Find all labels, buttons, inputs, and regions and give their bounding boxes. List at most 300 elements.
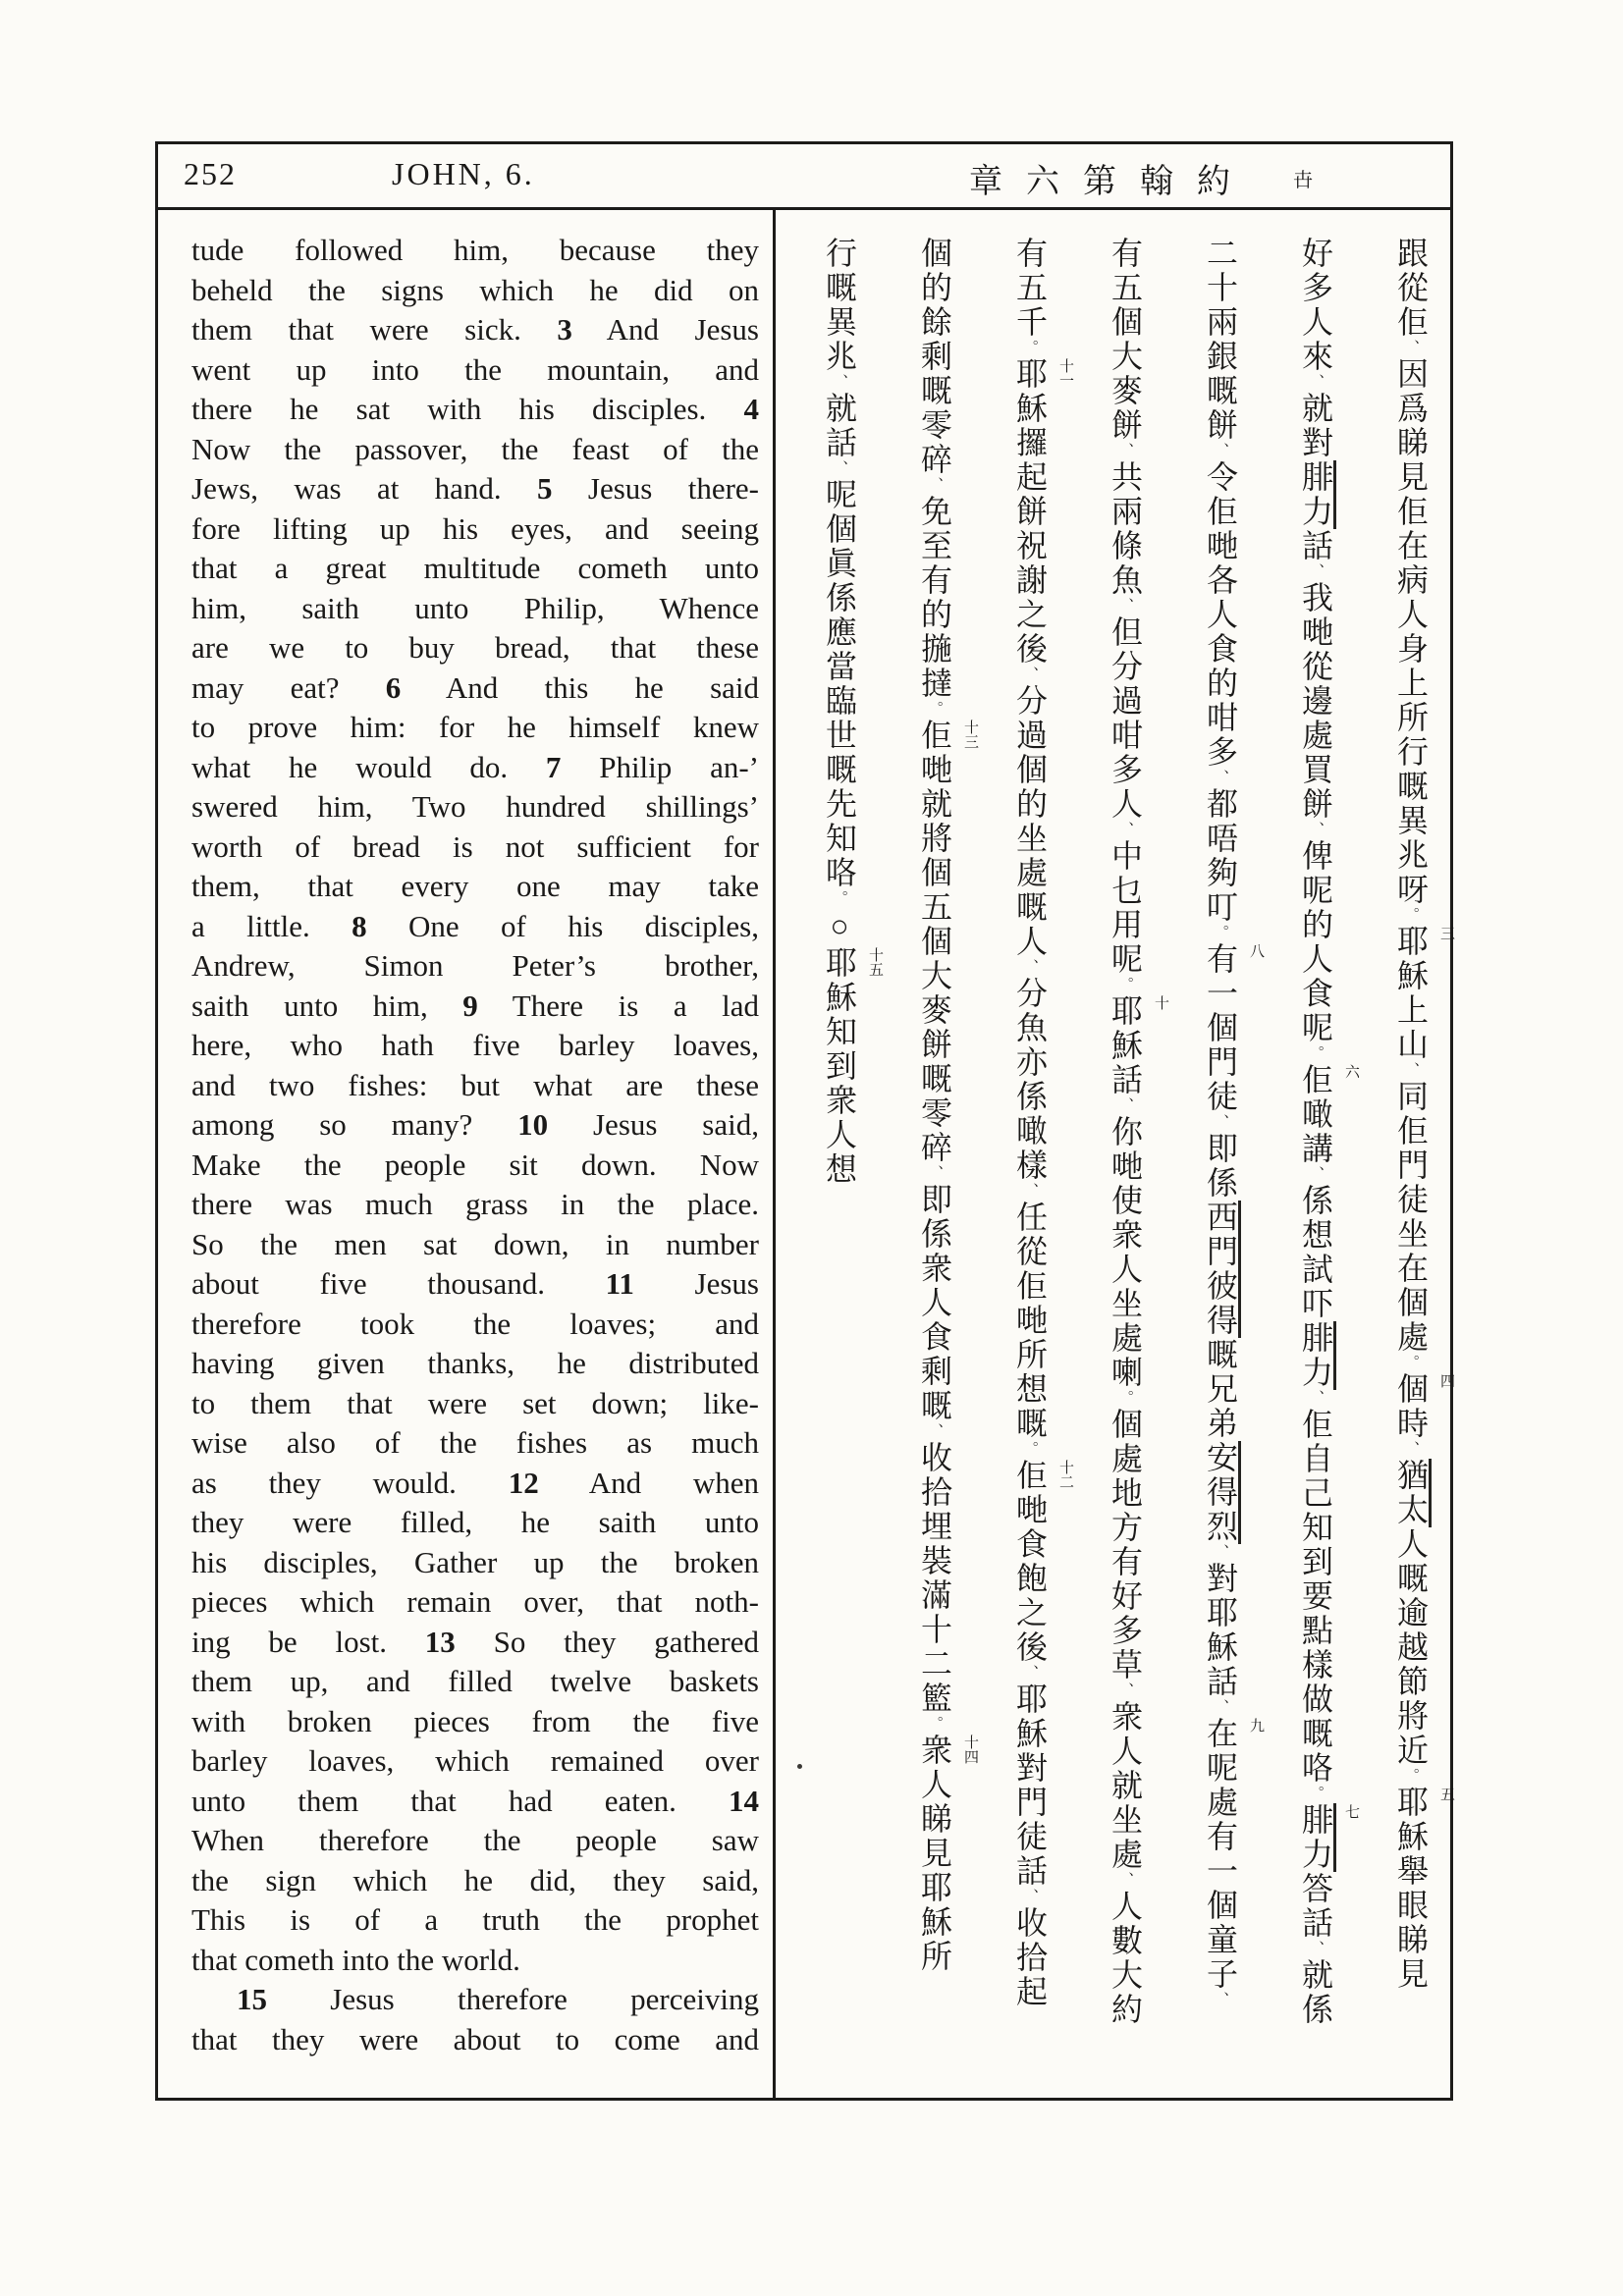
cjk-character: 兆 [822,340,857,374]
punctuation: 、 [1308,1166,1324,1184]
english-line: his disciples, Gather up the broken [191,1544,759,1579]
cjk-character: 人 [1108,1253,1143,1287]
cjk-character: 力 [1298,495,1336,529]
english-line: about five thousand. 11 Jesus [191,1266,759,1301]
cjk-character: 佢 [1393,1114,1429,1148]
cjk-character: 草 [1108,1648,1143,1682]
cjk-character: 碎 [917,443,952,477]
cjk-character: 嘅 [1203,1338,1238,1372]
cjk-character: 係 [917,1217,952,1252]
cjk-character: 要 [1298,1579,1333,1614]
english-line: here, who hath five barley loaves, [191,1028,759,1062]
verse-number: 9 [462,988,478,1023]
cjk-character: 嘅 [1012,1407,1048,1441]
verse-number: 11 [605,1266,634,1301]
punctuation: 、 [1213,1114,1228,1132]
verse-number: 5 [537,471,553,506]
volume-mark: 卋 [1293,170,1313,191]
cjk-character: 的 [917,598,952,632]
cjk-character: 節 [1393,1665,1429,1699]
punctuation: 、 [1117,598,1133,615]
cjk-character: 先 [822,787,857,822]
cjk-character: 因 [1393,357,1429,392]
cjk-character: 係 [822,581,857,615]
cjk-character: 門 [1203,1045,1238,1080]
cjk-character: 來 [1298,340,1333,374]
punctuation: 、 [1213,770,1228,787]
english-line: So the men sat down, in number [191,1226,759,1261]
cjk-character: 當 [822,650,857,684]
cjk-character: 人 [1393,1527,1429,1562]
cjk-character: 二 [1203,237,1238,271]
english-line: saith unto him, 9 There is a lad [191,988,759,1023]
cjk-character: 好 [1108,1579,1143,1614]
cjk-character: 睇 [1393,426,1429,460]
chinese-column-3 [1157,237,1264,2098]
cjk-character: 咯 [822,856,857,890]
cjk-character: 剩 [917,340,952,374]
cjk-character: 呢 [1203,1751,1238,1786]
cjk-character: 山 [1393,1028,1429,1062]
cjk-character: 腓 [1298,460,1336,495]
cjk-character: 個 [1393,1286,1429,1320]
punctuation: 。 [1403,1768,1419,1786]
verse-number-marker: 七 [1343,1804,1359,1819]
cjk-character: 異 [1393,804,1429,838]
cjk-character: 嘅 [1393,770,1429,804]
english-line: to prove him: for he himself knew [191,710,759,744]
cjk-character: 呢 [1108,942,1143,977]
cjk-character: 就 [1298,1958,1333,1993]
english-line: therefore took the loaves; and [191,1306,759,1341]
cjk-character: 人 [1203,598,1238,632]
cjk-character: 做 [1298,1682,1333,1717]
cjk-character: 食 [1298,977,1333,1011]
punctuation: 。 [927,701,943,719]
english-line: swered him, Two hundred shillings’ [191,789,759,824]
cjk-character: 兩 [1203,305,1238,340]
cjk-character: 多 [1298,271,1333,305]
cjk-character: 收 [917,1441,952,1475]
cjk-character: 見 [917,1837,952,1871]
cjk-character: 碎 [917,1131,952,1165]
cjk-character: 得 [1203,1475,1241,1510]
cjk-character: 拾 [1012,1941,1048,1975]
cjk-character: 任 [1012,1201,1048,1235]
english-line: fore lifting up his eyes, and seeing [191,510,759,546]
page-header [158,144,1450,210]
cjk-character: 子 [1203,1957,1238,1992]
english-text-pane [158,207,776,2098]
cjk-character: 一 [1203,1854,1238,1889]
cjk-character: 嘅 [822,271,857,305]
punctuation: 、 [1213,1699,1228,1717]
cjk-character: 衆 [1108,1700,1143,1735]
cjk-character: 樣 [1012,1148,1048,1183]
cjk-character: 即 [917,1183,952,1217]
cjk-character: 食 [1203,632,1238,667]
english-line: Now the passover, the feast of the [191,431,759,466]
verse-number-marker: 四 [1438,1373,1454,1388]
verse-number: 12 [508,1465,539,1500]
cjk-character: 耶 [1012,1682,1048,1717]
cjk-character: 世 [822,719,857,753]
english-line: beheld the signs which he did on [191,272,759,307]
cjk-character: 人 [1108,1735,1143,1769]
page-number: 252 [184,156,237,191]
punctuation: 、 [1213,443,1228,460]
cjk-character: 太 [1393,1493,1432,1527]
cjk-character: 滿 [917,1578,952,1613]
cjk-character: 耶 十 [1108,994,1168,1029]
cjk-character: 嘅 [917,1062,952,1096]
cjk-character: 點 [1298,1614,1333,1648]
cjk-character: 中 [1108,839,1143,874]
cjk-character: 食 [1012,1527,1048,1562]
punctuation: 、 [1308,1390,1324,1408]
cjk-character: 分 [1012,684,1048,719]
cjk-character: 話 [1203,1665,1238,1699]
cjk-character: 亦 [1012,1045,1048,1080]
cjk-character: 對 [1298,426,1333,460]
english-line: This is of a truth the prophet [191,1902,759,1937]
cjk-character: 係 [1298,1184,1333,1218]
cjk-character: 上 [1393,993,1429,1028]
english-line: tude followed him, because they [191,233,759,267]
punctuation: 、 [1308,822,1324,839]
punctuation: 、 [832,460,847,478]
cjk-character: 徒 [1012,1820,1048,1854]
english-line: them that were sick. 3 And Jesus [191,312,759,347]
cjk-character: 嘅 [1393,1562,1429,1596]
cjk-character: 童 [1203,1923,1238,1957]
cjk-character: 在 [1393,1252,1429,1286]
cjk-character: 異 [822,305,857,340]
cjk-character: 自 [1298,1442,1333,1476]
cjk-character: 穌 [1393,959,1429,993]
cjk-character: 哋 [1298,615,1333,650]
cjk-character: 將 [917,822,952,856]
cjk-character: 銀 [1203,340,1238,374]
cjk-character: 魚 [1012,1011,1048,1045]
chinese-column-4 [1061,237,1168,2098]
cjk-character: 腓 七 [1298,1803,1359,1838]
english-line: a little. 8 One of his disciples, [191,908,759,943]
english-line: to them that were set down; like- [191,1385,759,1420]
cjk-character: 至 [917,529,952,563]
cjk-character: 想 [1012,1372,1048,1407]
chinese-column-7 [776,237,883,2098]
cjk-character: 哋 [1012,1304,1048,1338]
cjk-character: 哋 [917,753,952,787]
cjk-character: 但 [1108,615,1143,650]
cjk-character: 餅 [917,1028,952,1062]
chinese-column-5 [966,237,1073,2098]
cjk-character: 彼 [1203,1269,1241,1304]
cjk-character: 就 [917,787,952,822]
cjk-character: 籃 [917,1682,952,1716]
cjk-character: 坐 [1108,1287,1143,1321]
cjk-character: 佢 十二 [1012,1459,1073,1493]
cjk-character: 上 [1393,667,1429,701]
cjk-character: 力 [1298,1356,1336,1390]
cjk-character: 的 [1298,908,1333,942]
cjk-character: 祝 [1012,529,1048,563]
cjk-character: 佢 十三 [917,719,978,753]
cjk-character: 約 [1108,1993,1143,2027]
cjk-character: 西 [1203,1201,1241,1235]
cjk-character: 五 [1012,271,1048,305]
cjk-character: 共 [1108,460,1143,495]
cjk-character: 揓 [917,632,952,667]
cjk-character: 越 [1393,1630,1429,1665]
cjk-character: 眞 [822,547,857,581]
verse-number-marker: 十 [1153,995,1168,1010]
cjk-character: 穌 [822,981,857,1015]
punctuation: 。 [1403,1355,1419,1372]
cjk-character: 方 [1108,1511,1143,1545]
cjk-character: 零 [917,408,952,443]
cjk-character: 邊 [1298,684,1333,719]
cjk-character: 睇 [1393,1923,1429,1957]
cjk-character: 爲 [1393,392,1429,426]
english-line: 15 Jesus therefore perceiving [237,1982,759,2016]
english-line: pieces which remain over, that noth- [191,1584,759,1619]
cjk-character: 人 [1298,305,1333,340]
cjk-character: 各 [1203,563,1238,598]
english-line: went up into the mountain, and [191,351,759,387]
cjk-character: 餅 [1298,787,1333,822]
cjk-character: 我 [1298,581,1333,615]
cjk-character: 處 [1108,1442,1143,1476]
cjk-character: 處 [1012,856,1048,890]
english-line: Jews, was at hand. 5 Jesus there- [191,471,759,506]
cjk-character: 穌 [1012,392,1048,426]
cjk-character: 試 [1298,1253,1333,1287]
verse-number-marker: 三 [1438,926,1454,940]
english-line: and two fishes: but what are these [191,1067,759,1102]
cjk-character: 嘅 [917,1389,952,1423]
punctuation: 。 [1117,977,1133,994]
punctuation: 、 [1022,667,1038,684]
cjk-character: 知 [1298,1511,1333,1545]
cjk-character: 話 [1298,529,1333,563]
cjk-character: 之 [1012,598,1048,632]
cjk-character: 個 [1012,753,1048,787]
cjk-character: 得 [1203,1304,1241,1338]
english-line: them, that every one may take [191,869,759,903]
punctuation: 。 [1308,1786,1324,1803]
punctuation: 、 [1213,1544,1228,1562]
cjk-character: 耶 [917,1871,952,1905]
cjk-character: 個 [1203,1889,1238,1923]
cjk-character: 答 [1298,1872,1333,1906]
english-line: wise also of the fishes as much [191,1425,759,1460]
verse-number-marker: 九 [1248,1718,1264,1733]
verse-number: 8 [352,908,367,943]
cjk-character: 人 [822,1118,857,1152]
punctuation: 、 [927,1423,943,1441]
cjk-character: 人 [917,1768,952,1802]
cjk-character: 攞 [1012,426,1048,460]
cjk-character: 呢 [1298,1011,1333,1045]
cjk-character: 坐 [1012,822,1048,856]
cjk-character: 麥 [1108,374,1143,408]
cjk-character: 個 四 [1393,1372,1454,1407]
punctuation: 。 [1403,907,1419,925]
cjk-character: 身 [1393,632,1429,667]
punctuation: 。 [1022,340,1038,357]
cjk-character: 吓 [1298,1287,1333,1321]
punctuation: 、 [1117,1872,1133,1890]
cjk-character: 到 [1298,1545,1333,1579]
verse-number-marker: 十一 [1057,358,1073,388]
punctuation: 、 [1117,822,1133,839]
cjk-character: 舉 [1393,1854,1429,1889]
verse-number: 4 [743,392,759,426]
cjk-character: 同 [1393,1080,1429,1114]
cjk-character: 徒 [1393,1183,1429,1217]
cjk-character: 行 [822,237,857,271]
cjk-character: 個 [822,512,857,547]
cjk-character: 魚 [1108,563,1143,598]
english-line: that a great multitude cometh unto [191,551,759,585]
cjk-character: 個 [917,237,952,271]
cjk-character: 喇 [1108,1356,1143,1390]
cjk-character: 穌 [1203,1630,1238,1665]
cjk-character: 樣 [1298,1648,1333,1682]
english-line: having given thanks, he distributed [191,1346,759,1380]
verse-number: 6 [385,669,402,705]
verse-number-marker: 五 [1438,1787,1454,1801]
cjk-character: 飽 [1012,1562,1048,1596]
cjk-character: 俾 [1298,839,1333,874]
cjk-character: 有 [1108,1545,1143,1579]
cjk-character: 用 [1108,908,1143,942]
cjk-character: 嘅 [1012,890,1048,925]
cjk-character: 弟 [1203,1407,1238,1441]
verse-number-marker: 十五 [867,947,883,977]
cjk-character: 眼 [1393,1889,1429,1923]
cjk-character: 十 [1203,271,1238,305]
cjk-character: 餅 [1108,408,1143,443]
page-frame [155,141,1453,2101]
punctuation: 。 [1022,1441,1038,1459]
cjk-character: 的 [1012,787,1048,822]
cjk-character: 所 [1012,1338,1048,1372]
cjk-character: 將 [1393,1699,1429,1734]
cjk-character: 猶 [1393,1459,1432,1493]
cjk-character: 起 [1012,1975,1048,2009]
verse-number: 14 [729,1783,759,1818]
cjk-character: 千 [1012,305,1048,340]
cjk-character: 時 [1393,1407,1429,1441]
cjk-character: 個 [917,925,952,959]
cjk-character: 處 [1108,1838,1143,1872]
cjk-character: 人 [917,1286,952,1320]
cjk-character: 見 [1393,1957,1429,1992]
punctuation: 、 [1117,1682,1133,1700]
cjk-character: 個 [1108,1408,1143,1442]
cjk-character: 門 [1393,1148,1429,1183]
verse-number-marker: 六 [1343,1064,1359,1079]
cjk-character: 嘅 [917,374,952,408]
english-running-title: JOHN, 6. [392,156,535,191]
english-line: what he would do. 7 Philip an-’ [191,749,759,784]
cjk-character: 就 [822,392,857,426]
cjk-character: 咁 [1108,719,1143,753]
cjk-character: 從 [1393,271,1429,305]
punctuation: 、 [1308,374,1324,392]
cjk-character: 大 [1108,340,1143,374]
cjk-character: 處 [1298,719,1333,753]
cjk-character: 使 [1108,1184,1143,1218]
english-line: ing be lost. 13 So they gathered [191,1624,759,1659]
cjk-character: 呢 [822,478,857,512]
cjk-character: 收 [1012,1906,1048,1941]
cjk-character: 門 [1012,1786,1048,1820]
english-line: Make the people sit down. Now [191,1147,759,1182]
cjk-character: 佢 [1393,305,1429,340]
cjk-character: 哋 [1012,1493,1048,1527]
cjk-character: 耶 十五 [822,946,883,981]
cjk-character: 裝 [917,1544,952,1578]
cjk-character: 餅 [1012,495,1048,529]
cjk-character: 佢 [1012,1269,1048,1304]
punctuation: 、 [1022,1889,1038,1906]
cjk-character: 就 [1108,1769,1143,1803]
english-line: unto them that had eaten. 14 [191,1783,759,1818]
english-line: are we to buy bread, that these [191,630,759,665]
punctuation: 、 [1308,563,1324,581]
cjk-character: 大 [917,959,952,993]
cjk-character: 哋 [1203,529,1238,563]
cjk-character: 坐 [1393,1217,1429,1252]
cjk-character: 免 [917,495,952,529]
cjk-character: 穌 [1108,1029,1143,1063]
cjk-character: 地 [1108,1476,1143,1511]
punctuation: 、 [1022,1665,1038,1682]
verse-number: 7 [545,749,562,784]
cjk-character: 衆 [822,1084,857,1118]
english-line: among so many? 10 Jesus said, [191,1107,759,1142]
cjk-character: 撻 [917,667,952,701]
cjk-character: 話 [1298,1906,1333,1941]
cjk-character: 到 [822,1049,857,1084]
cjk-character: 病 [1393,563,1429,598]
cjk-character: 人 [1108,787,1143,822]
cjk-character: 兆 [1393,838,1429,873]
verse-number-marker: 十四 [962,1735,978,1764]
english-line: that cometh into the world. [191,1942,520,1977]
english-line: them up, and filled twelve baskets [191,1664,759,1698]
punctuation: 。 [927,1716,943,1734]
cjk-character: 咁 [1203,701,1238,735]
cjk-character: 處 [1393,1320,1429,1355]
cjk-character: 耶 [1203,1596,1238,1630]
verse-number: 13 [424,1624,456,1659]
punctuation: 。 [1213,925,1228,942]
cjk-character: 人 [1108,1890,1143,1924]
cjk-character: 乜 [1108,874,1143,908]
cjk-character: 所 [1393,701,1429,735]
cjk-character: 話 [1108,1063,1143,1097]
punctuation: 、 [1403,1441,1419,1459]
cjk-character: 衆 [917,1252,952,1286]
cjk-character: 數 [1108,1924,1143,1958]
cjk-character: 有 [917,563,952,598]
verse-number-marker: 十三 [962,720,978,749]
